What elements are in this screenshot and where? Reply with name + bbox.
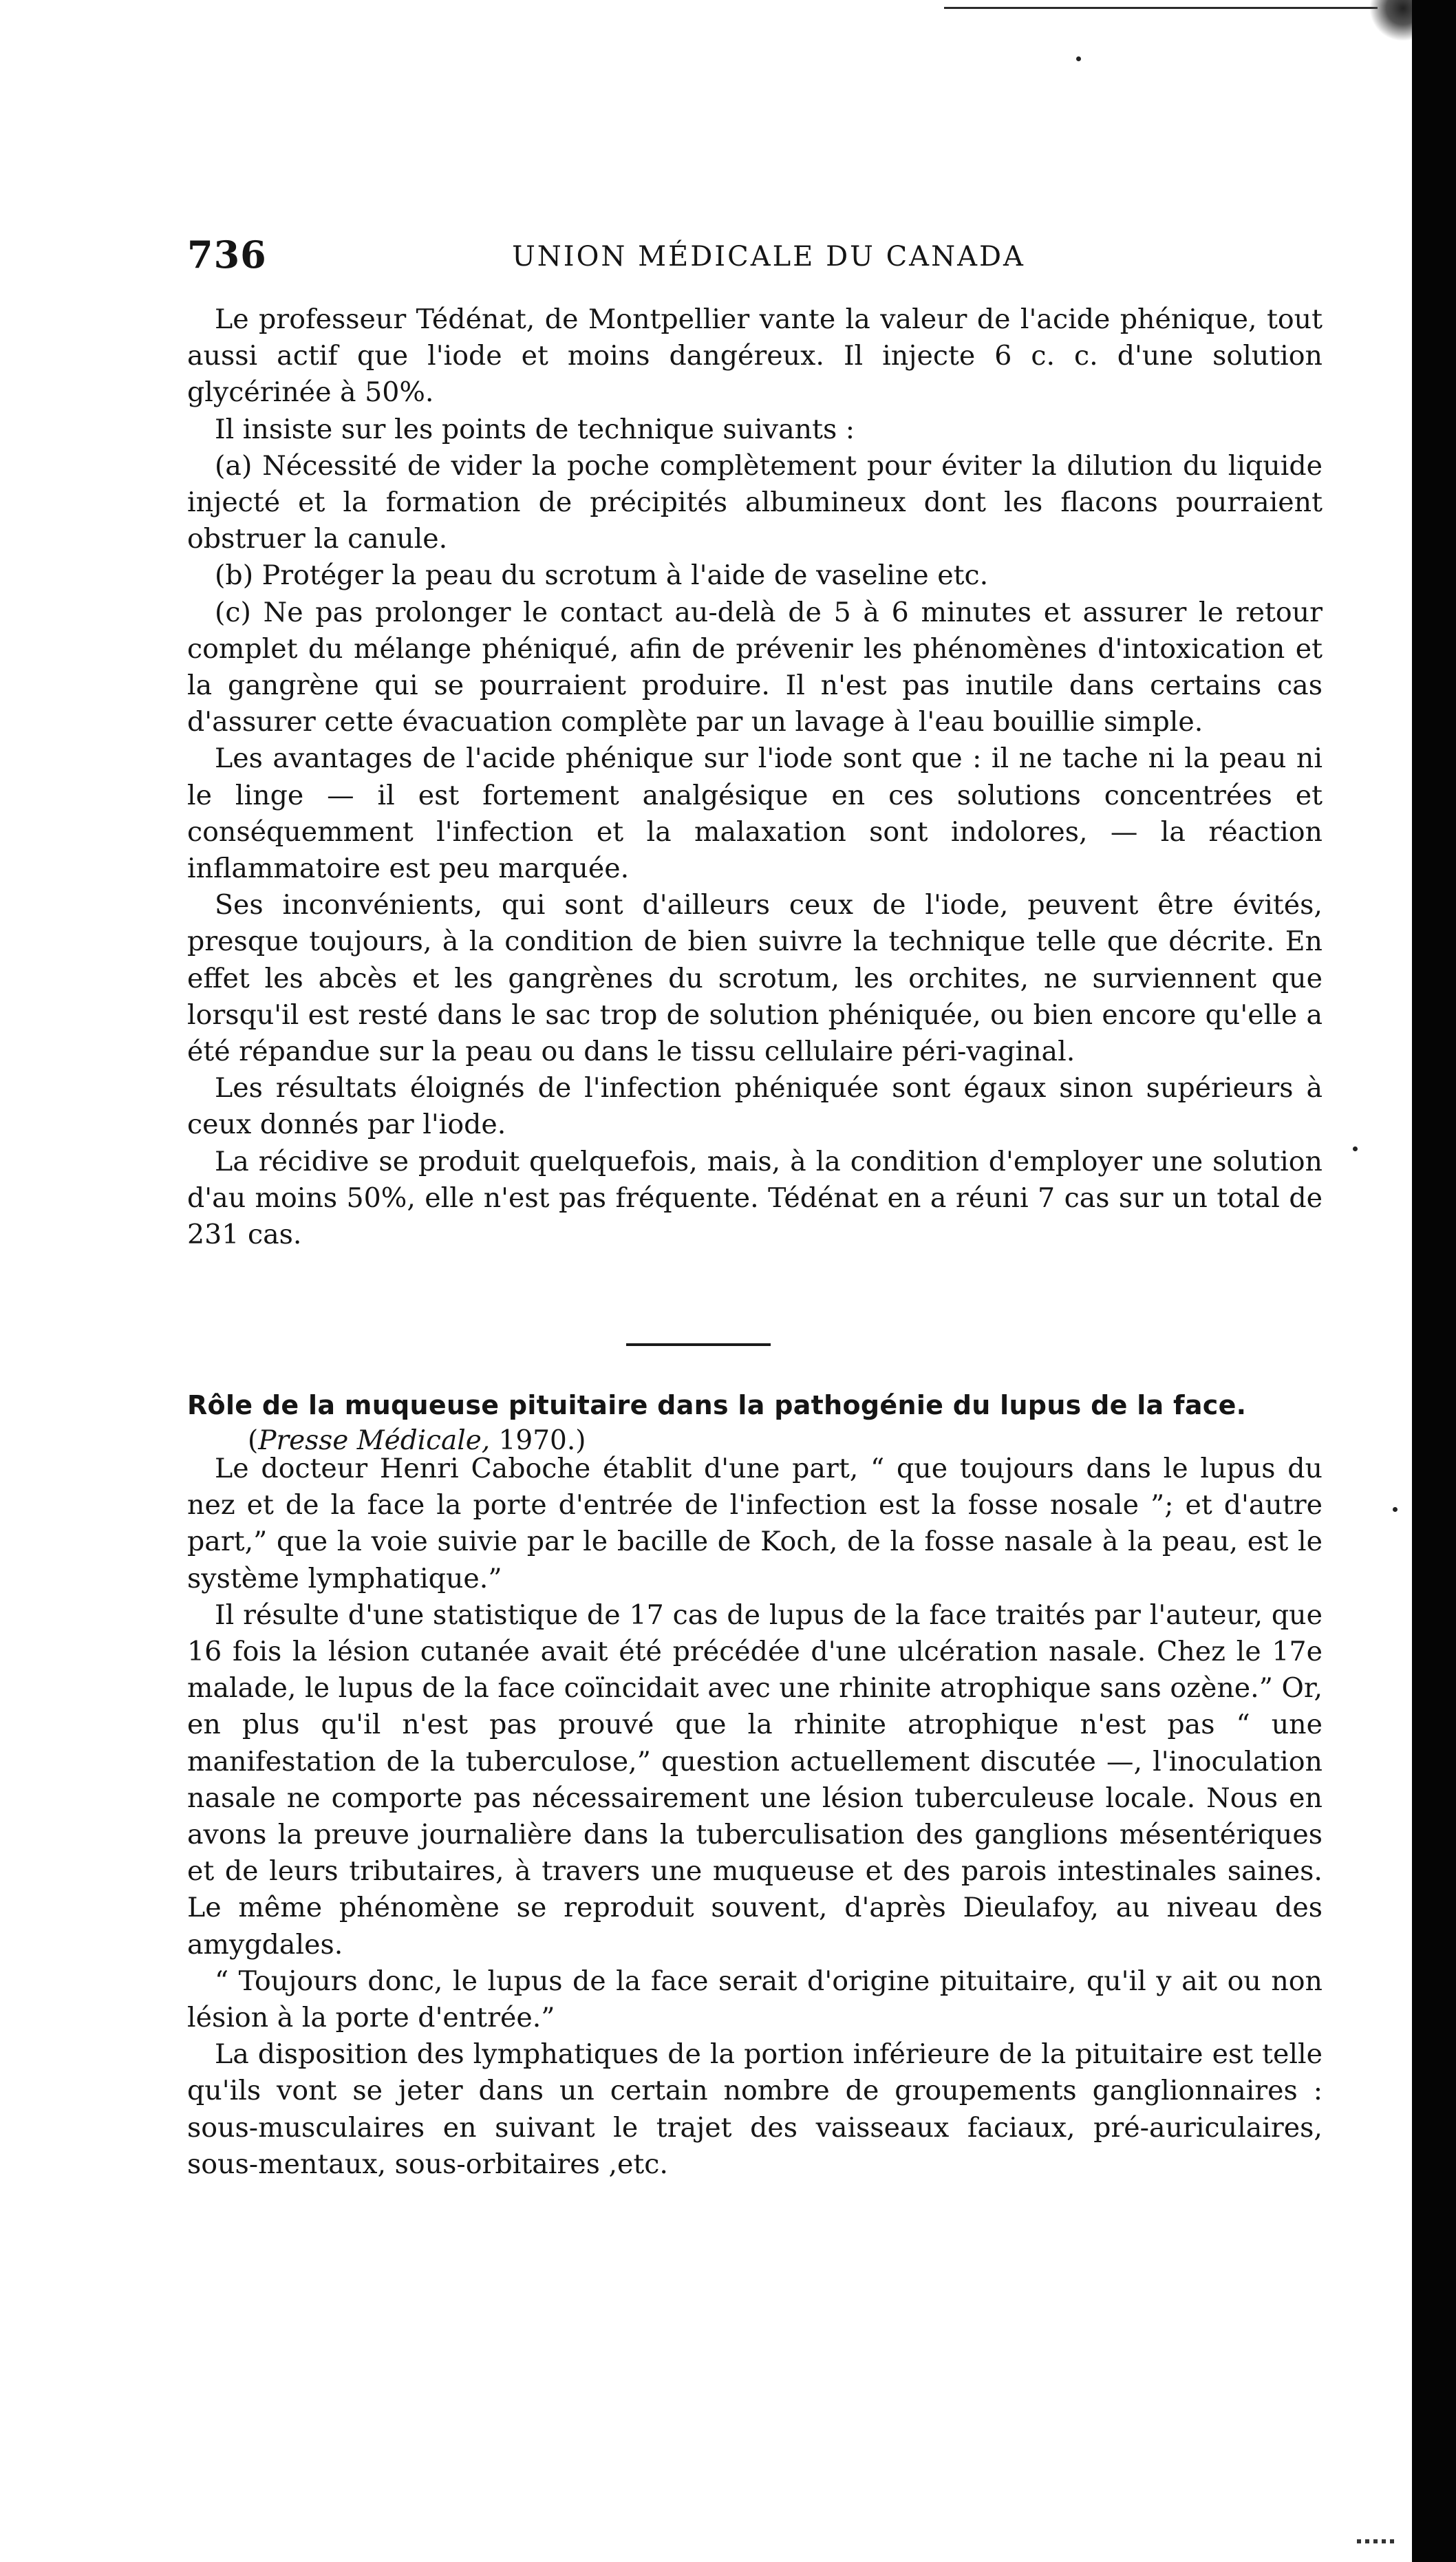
paragraph-inconvenients: Ses inconvénients, qui sont d'ailleurs ceux de l'iode, peuvent être évités, presque toujours, à la condition de bien suivre la technique telle que décrite. En effet les abcès et les gangrènes du scrotum, les orchites, ne surviennent que lorsqu'il est resté dans le sac trop de solution phéniquée, ou bien encore qu'elle a été répandue sur la peau ou dans le tissu cellulaire péri-vaginal. (187, 889, 1323, 1068)
scan-corner-smudge (1369, 0, 1417, 41)
paragraph: Le docteur Henri Caboche établit d'une part, “ que toujours dans le lupus du nez et de la face la porte d'entrée de l'infection est la fosse nosale ”; et d'autre part,” que la voie suivie par le bacille de Koch, de la fosse nasale à la peau, est le système lymphatique.” (187, 1453, 1323, 1594)
article-title: Rôle de la muqueuse pituitaire dans la pathogénie du lupus de la face. (187, 1390, 1247, 1420)
scan-speck (1076, 56, 1081, 61)
page-header (187, 233, 1323, 281)
paragraph-avantages: Les avantages de l'acide phénique sur l'iode sont que : il ne tache ni la peau ni le linge — il est fortement analgésique en ces solutions concentrées et conséquemment l'infection et la malaxation sont indolores, — la réaction inflammatoire est peu marquée. (187, 743, 1323, 885)
source-year: 1970.) (490, 1425, 586, 1456)
running-title: UNION MÉDICALE DU CANADA (512, 241, 1025, 273)
article-lupus (187, 1451, 1323, 2183)
scan-bottom-mark (1357, 2539, 1395, 2543)
source-open-paren: ( (248, 1425, 259, 1456)
paragraph: La récidive se produit quelquefois, mais, à la condition d'employer une solution d'au moins 50%, elle n'est pas fréquente. Tédénat en a réuni 7 cas sur un total de 231 cas. (187, 1145, 1323, 1251)
paragraph: Le professeur Tédénat, de Montpellier vante la valeur de l'acide phénique, tout aussi actif que l'iode et moins dangéreux. Il injecte 6 c. c. d'une solution glycérinée à 50%. (187, 303, 1323, 409)
paragraph: Il insiste sur les points de technique suivants : (215, 413, 855, 445)
paragraph: La disposition des lymphatiques de la portion inférieure de la pituitaire est telle qu'ils vont se jeter dans un certain nombre de groupements ganglionnaires : sous-musculaires en suivant le trajet des vaisseaux faciaux, pré-auriculaires, sous-mentaux, sous-orbitaires ,etc. (187, 2038, 1323, 2180)
scan-right-edge-shadow (1412, 0, 1456, 2562)
source-journal: Presse Médicale, (258, 1425, 491, 1456)
scan-speck (1353, 1146, 1358, 1151)
section-separator (626, 1343, 771, 1346)
paragraph-point-a: (a) Nécessité de vider la poche complètement pour éviter la dilution du liquide injecté et la formation de précipités albumineux dont les flacons pourraient obstruer la canule. (187, 449, 1323, 555)
article-tedenat (187, 301, 1323, 1253)
paragraph-point-b: (b) Protéger la peau du scrotum à l'aide de vaseline etc. (215, 559, 989, 592)
paragraph-point-c: (c) Ne pas prolonger le contact au-delà de 5 à 6 minutes et assurer le retour complet du mélange phéniqué, afin de prévenir les phénomènes d'intoxication et la gangrène qui se pourraient produire. Il n'est pas inutile dans certains cas d'assurer cette évacuation complète par un lavage à l'eau bouillie simple. (187, 596, 1323, 738)
scan-top-rule (944, 7, 1378, 9)
scan-speck (1393, 1507, 1398, 1512)
page-number: 736 (187, 233, 267, 277)
paragraph: “ Toujours donc, le lupus de la face serait d'origine pituitaire, qu'il y ait ou non lésion à la porte d'entrée.” (187, 1965, 1323, 2034)
paragraph: Les résultats éloignés de l'infection phéniquée sont égaux sinon supérieurs à ceux donnés par l'iode. (187, 1072, 1323, 1141)
paragraph: Il résulte d'une statistique de 17 cas de lupus de la face traités par l'auteur, que 16 fois la lésion cutanée avait été précédée d'une ulcération nasale. Chez le 17e malade, le lupus de la face coïncidait avec une rhinite atrophique sans ozène.” Or, en plus qu'il n'est pas prouvé que la rhinite atrophique n'est pas “ une manifestation de la tuberculose,” question actuellement discutée —, l'inoculation nasale ne comporte pas nécessairement une lésion tuberculeuse locale. Nous en avons la preuve journalière dans la tuberculisation des ganglions mésentériques et de leurs tributaires, à travers une muqueuse et des parois intestinales saines. Le même phénomène se reproduit souvent, d'après Dieulafoy, au niveau des amygdales. (187, 1599, 1323, 1961)
